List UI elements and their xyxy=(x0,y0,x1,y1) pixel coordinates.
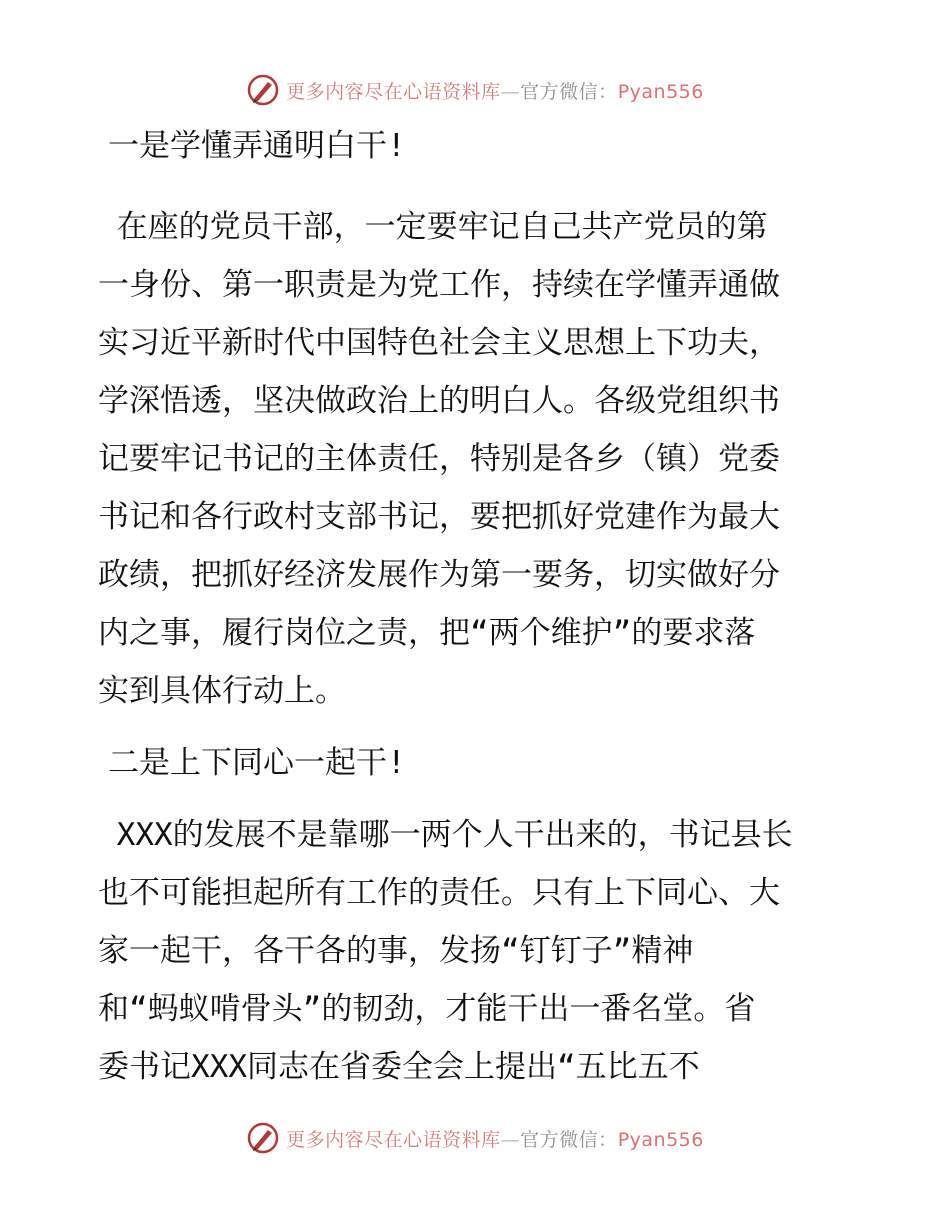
section-heading-1: 一是学懂弄通明白干! xyxy=(108,128,406,164)
paragraph-line: 一身份、第一职责是为党工作，持续在学懂弄通做 xyxy=(98,267,780,303)
watermark-separator: — xyxy=(500,1128,521,1151)
watermark-separator: — xyxy=(500,80,521,103)
paragraph-line: 记要牢记书记的主体责任，特别是各乡（镇）党委 xyxy=(98,441,780,477)
watermark-text xyxy=(286,1125,704,1152)
paragraph-2 xyxy=(98,806,858,1096)
watermark-wechat-label: 官方微信： xyxy=(520,1128,618,1151)
watermark-site-text: 更多内容尽在心语资料库 xyxy=(286,80,501,103)
paragraph-line: 内之事，履行岗位之责，把“两个维护”的要求落 xyxy=(98,615,756,651)
watermark-wechat-id: Pyan556 xyxy=(617,1128,704,1151)
paragraph-line: 学深悟透，坚决做政治上的明白人。各级党组织书 xyxy=(98,383,780,419)
paragraph-line: 家一起干，各干各的事，发扬“钉钉子”精神 xyxy=(98,933,694,969)
watermark-banner-bottom xyxy=(0,1118,950,1158)
watermark-wechat-label: 官方微信： xyxy=(520,80,618,103)
paragraph-line: 政绩，把抓好经济发展作为第一要务，切实做好分 xyxy=(98,557,780,593)
paragraph-line: 和“蚂蚁啃骨头”的韧劲，才能干出一番名堂。省 xyxy=(98,991,756,1027)
watermark-wechat-id: Pyan556 xyxy=(617,80,704,103)
paragraph-line: 书记和各行政村支部书记，要把抓好党建作为最大 xyxy=(98,499,780,535)
paragraph-1 xyxy=(98,198,858,720)
section-heading-2: 二是上下同心一起干! xyxy=(108,745,406,781)
paragraph-line: 实习近平新时代中国特色社会主义思想上下功夫， xyxy=(98,325,780,361)
pen-logo-icon xyxy=(246,73,280,107)
watermark-banner-top xyxy=(0,70,950,110)
watermark-site-text: 更多内容尽在心语资料库 xyxy=(286,1128,501,1151)
paragraph-line: XXX的发展不是靠哪一两个人干出来的，书记县长 xyxy=(98,817,793,853)
paragraph-line: 实到具体行动上。 xyxy=(98,673,346,709)
paragraph-line: 也不可能担起所有工作的责任。只有上下同心、大 xyxy=(98,875,780,911)
watermark-text xyxy=(286,77,704,104)
paragraph-line: 在座的党员干部，一定要牢记自己共产党员的第 xyxy=(98,209,768,245)
paragraph-line: 委书记XXX同志在省委全会上提出“五比五不 xyxy=(98,1049,700,1085)
pen-logo-icon xyxy=(246,1121,280,1155)
document-body xyxy=(98,121,858,1096)
